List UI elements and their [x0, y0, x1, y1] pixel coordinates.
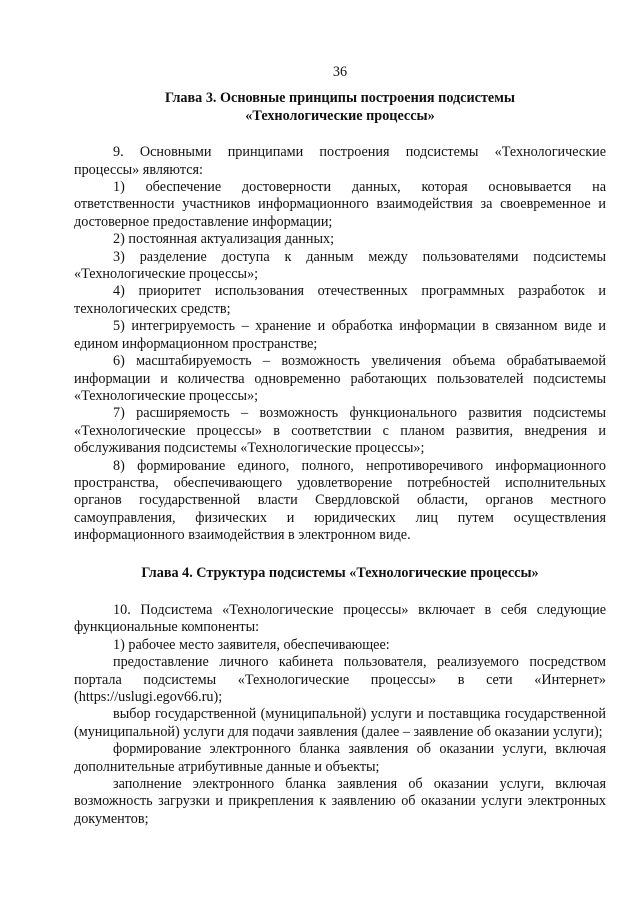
chapter3-title-line1: Глава 3. Основные принципы построения подсистемы: [165, 90, 515, 107]
component-item-personal-cabinet: предоставление личного кабинета пользователя, реализуемого посредством портала подсистемы «Технологические процессы» в сети «Интернет» (https://uslugi.egov66.ru);: [74, 654, 606, 705]
chapter4-title: Глава 4. Структура подсистемы «Технологические процессы»: [141, 564, 539, 581]
component-item-service-choice: выбор государственной (муниципальной) услуги и поставщика государственной (муниципальной) услуги для подачи заявления (далее – заявление об оказании услуги);: [74, 706, 606, 740]
component-item-form-filling: заполнение электронного бланка заявления об оказании услуги, включая возможность загрузки и прикрепления к заявлению об оказании услуги электронных документов;: [74, 776, 606, 827]
principle-8: 8) формирование единого, полного, непротиворечивого информационного пространства, обеспечивающего удовлетворение потребностей исполнительных органов государственной власти Свердловской области, органов местного самоуправления, физических и юридических лиц путем осуществления информационного взаимодействия в электронном виде.: [74, 457, 606, 544]
document-page: [74, 64, 606, 828]
paragraph-9: 9. Основными принципами построения подсистемы «Технологические процессы» являются:: [74, 144, 606, 178]
component-item-form-creation: формирование электронного бланка заявления об оказании услуги, включая дополнительные атрибутивные данные и объекты;: [74, 741, 606, 775]
chapter3-title-line2: «Технологические процессы»: [245, 107, 435, 124]
principle-7: 7) расширяемость – возможность функционального развития подсистемы «Технологические процессы» в соответствии с планом развития, внедрения и обслуживания подсистемы «Технологические процессы»;: [74, 405, 606, 457]
paragraph-10: 10. Подсистема «Технологические процессы» включает в себя следующие функциональные компоненты:: [74, 601, 606, 636]
principle-1: 1) обеспечение достоверности данных, которая основывается на ответственности участников информационного взаимодействия за своевременное и достоверное предоставление информации;: [74, 179, 606, 230]
principle-6: 6) масштабируемость – возможность увеличения объема обрабатываемой информации и количества одновременно работающих пользователей подсистемы «Технологические процессы»;: [74, 353, 606, 404]
principle-3: 3) разделение доступа к данным между пользователями подсистемы «Технологические процессы»;: [74, 248, 606, 283]
principle-2: 2) постоянная актуализация данных;: [113, 231, 335, 248]
principle-4: 4) приоритет использования отечественных программных разработок и технологических средств;: [74, 283, 606, 317]
component-1: 1) рабочее место заявителя, обеспечивающее:: [113, 636, 390, 653]
principle-5: 5) интегрируемость – хранение и обработка информации в связанном виде и едином информационном пространстве;: [74, 318, 606, 352]
page-number: 36: [332, 64, 348, 80]
